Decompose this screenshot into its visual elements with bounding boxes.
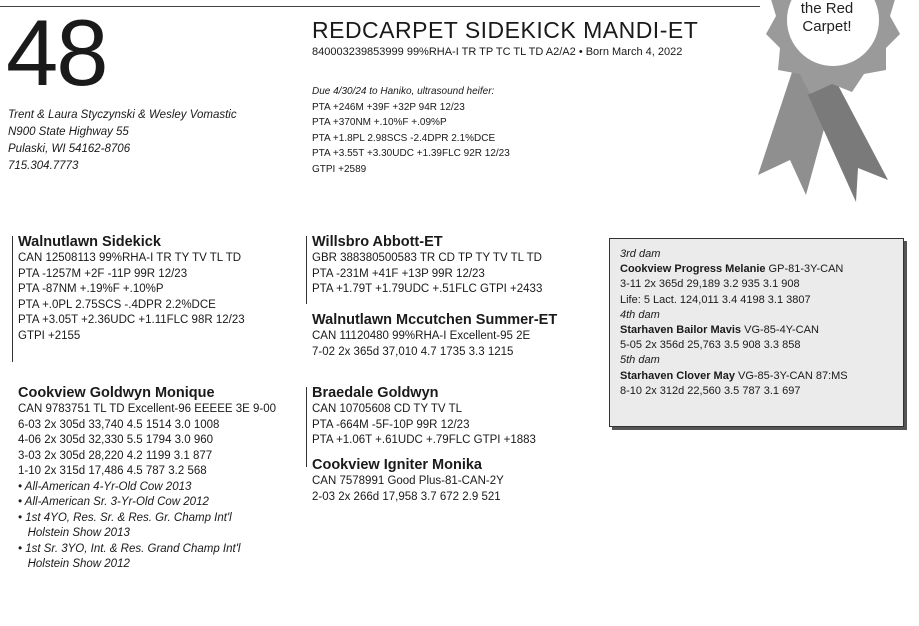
proof-line: PTA +3.55T +3.30UDC +1.39FLC 92R 12/23: [312, 148, 510, 159]
dam-block: [18, 384, 276, 573]
proof-line: PTA +246M +39F +32P 94R 12/23: [312, 101, 465, 113]
fourth-dam-class: VG-85-4Y-CAN: [741, 324, 819, 337]
sire-name: Walnutlawn Sidekick: [18, 234, 161, 250]
sires-dam-line: CAN 11120480 99%RHA-I Excellent-95 2E: [312, 330, 531, 342]
sire-line: PTA +.0PL 2.75SCS -.4DPR 2.2%DCE: [18, 298, 216, 311]
proof-line: GTPI +2589: [312, 163, 367, 175]
sires-sire-name: Willsbro Abbott-ET: [312, 234, 443, 250]
dam-award: • 1st 4YO, Res. Sr. & Res. Gr. Champ Int'l: [18, 511, 232, 524]
sires-sire-line: PTA -231M +41F +13P 99R 12/23: [312, 267, 485, 280]
pedigree-bracket: [306, 236, 307, 304]
fourth-dam-record: 5-05 2x 356d 25,763 3.5 908 3.3 858: [620, 339, 801, 352]
fifth-dam-line: [620, 369, 893, 384]
dams-sire-line: CAN 10705608 CD TY TV TL: [312, 403, 463, 415]
top-rule: [0, 6, 760, 7]
sire-line: GTPI +2155: [18, 329, 81, 342]
ribbon-line: Carpet!: [802, 18, 852, 35]
dams-dam-line: 2-03 2x 266d 17,958 3.7 672 2.9 521: [312, 490, 501, 503]
dams-sire-line: PTA +1.06T +.61UDC +.79FLC GTPI +1883: [312, 434, 536, 446]
dam-name: Cookview Goldwyn Monique: [18, 385, 215, 401]
extended-dams-box: [609, 238, 904, 427]
cow-name: REDCARPET SIDEKICK MANDI-ET: [312, 17, 699, 43]
consignor-line: Pulaski, WI 54162-8706: [8, 143, 131, 155]
dams-dam-line: CAN 7578991 Good Plus-81-CAN-2Y: [312, 475, 504, 487]
cow-registration: 840003239853999 99%RHA-I TR TP TC TL TD A2/A2 • Born March 4, 2022: [312, 46, 683, 58]
dams-sire-line: PTA -664M -5F-10P 99R 12/23: [312, 418, 470, 431]
dam-line: 3-03 2x 305d 28,220 4.2 1199 3.1 877: [18, 449, 213, 462]
dam-award: • All-American 4-Yr-Old Cow 2013: [18, 480, 192, 493]
sire-line: PTA -1257M +2F -11P 99R 12/23: [18, 267, 188, 280]
sire-line: PTA -87NM +.19%F +.10%P: [18, 283, 164, 295]
dams-dam-block: [312, 456, 504, 505]
proof-line: PTA +370NM +.10%F +.09%P: [312, 117, 447, 128]
dam-award: Holstein Show 2013: [18, 527, 130, 539]
lot-number: 48: [6, 0, 107, 105]
fifth-dam-class: VG-85-3Y-CAN 87:MS: [734, 369, 848, 382]
dam-award: • 1st Sr. 3YO, Int. & Res. Grand Champ Int'l: [18, 542, 241, 555]
sire-line: PTA +3.05T +2.36UDC +1.11FLC 98R 12/23: [18, 314, 245, 326]
pedigree-bracket: [306, 387, 307, 467]
sires-dam-name: Walnutlawn Mccutchen Summer-ET: [312, 312, 558, 328]
sires-sire-line: PTA +1.79T +1.79UDC +.51FLC GTPI +2433: [312, 283, 543, 295]
fifth-dam-record: 8-10 2x 312d 22,560 3.5 787 3.1 697: [620, 384, 801, 397]
dams-sire-block: [312, 384, 536, 449]
dam-award: • All-American Sr. 3-Yr-Old Cow 2012: [18, 496, 209, 508]
third-dam-label: 3rd dam: [620, 248, 661, 260]
dams-dam-name: Cookview Igniter Monika: [312, 457, 482, 473]
fifth-dam-label: 5th dam: [620, 354, 660, 367]
dams-sire-name: Braedale Goldwyn: [312, 385, 439, 401]
sires-dam-block: [312, 311, 557, 360]
third-dam-name: Cookview Progress Melanie: [620, 263, 766, 276]
dam-line: 6-03 2x 305d 33,740 4.5 1514 3.0 1008: [18, 418, 220, 431]
proof-line: PTA +1.8PL 2.98SCS -2.4DPR 2.1%DCE: [312, 132, 496, 144]
consignor-line: 715.304.7773: [8, 160, 79, 172]
fourth-dam-name: Starhaven Bailor Mavis: [620, 324, 742, 337]
dam-line: 4-06 2x 305d 32,330 5.5 1794 3.0 960: [18, 434, 214, 446]
ribbon-text: [782, 0, 872, 36]
consignor-line: Trent & Laura Styczynski & Wesley Vomastic: [8, 109, 237, 121]
dam-line: 1-10 2x 315d 17,486 4.5 787 3.2 568: [18, 465, 207, 477]
sires-sire-line: GBR 388380500583 TR CD TP TY TV TL TD: [312, 252, 542, 264]
sire-line: CAN 12508113 99%RHA-I TR TY TV TL TD: [18, 252, 242, 264]
ribbon-line: the Red: [800, 0, 854, 17]
consignor-info: [8, 107, 237, 175]
due-note: Due 4/30/24 to Haniko, ultrasound heifer:: [312, 86, 495, 97]
third-dam-record: Life: 5 Lact. 124,011 3.4 4198 3.1 3807: [620, 293, 811, 306]
dam-line: CAN 9783751 TL TD Excellent-96 EEEEE 3E 9-00: [18, 403, 277, 415]
consignor-line: N900 State Highway 55: [8, 126, 129, 138]
dam-award: Holstein Show 2012: [18, 558, 130, 570]
sires-dam-line: 7-02 2x 365d 37,010 4.7 1735 3.3 1215: [312, 345, 514, 358]
third-dam-record: 3-11 2x 365d 29,189 3.2 935 3.1 908: [620, 278, 800, 291]
sire-block: [18, 233, 245, 344]
third-dam-line: [620, 262, 893, 277]
fifth-dam-name: Starhaven Clover May: [620, 369, 735, 382]
fourth-dam-line: [620, 323, 893, 338]
cow-proofs: [312, 84, 510, 177]
third-dam-class: GP-81-3Y-CAN: [765, 263, 844, 276]
fourth-dam-label: 4th dam: [620, 308, 660, 321]
pedigree-bracket: [12, 236, 13, 362]
sires-sire-block: [312, 233, 542, 298]
